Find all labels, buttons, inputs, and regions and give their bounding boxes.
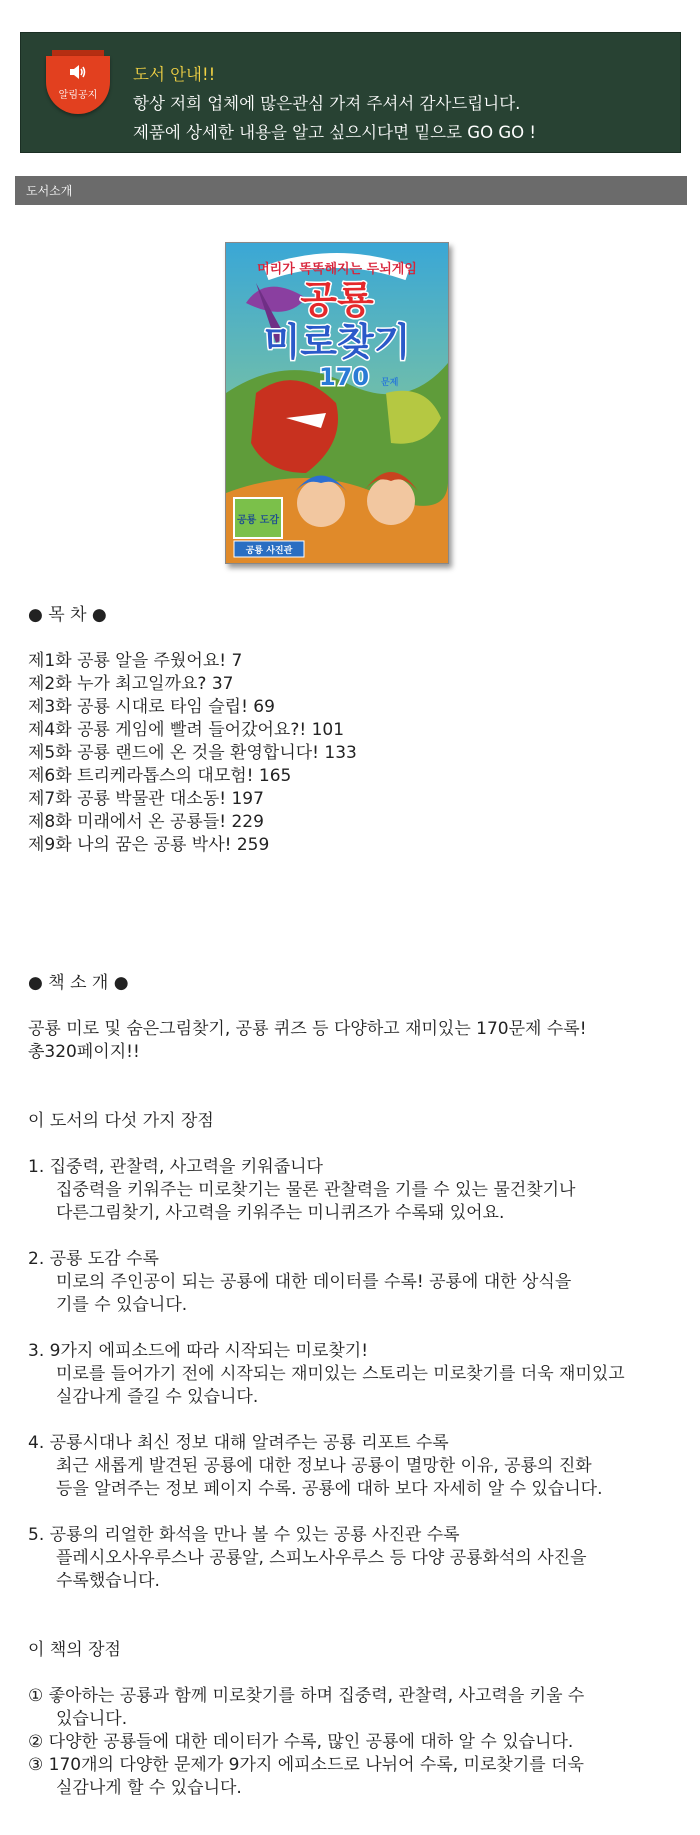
strength-text: 다른그림찾기, 사고력을 키워주는 미니퀴즈가 수록돼 있어요.: [56, 1203, 505, 1223]
intro-heading: ● 책 소 개 ●: [28, 973, 129, 993]
cover-title-1: 공룡: [300, 278, 374, 322]
section-header: [15, 176, 687, 205]
strength-text: 미로를 들어가기 전에 시작되는 재미있는 스토리는 미로찾기를 더욱 재미있고: [56, 1364, 625, 1384]
toc-item: 제1화 공룡 알을 주웠어요! 7: [28, 651, 243, 671]
merit-text: ② 다양한 공룡들에 대한 데이터가 수록, 많인 공룡에 대하 알 수 있습니다.: [28, 1732, 574, 1752]
cover-side-box-2: 공룡 사진관: [245, 546, 293, 556]
strength-text: 집중력을 키워주는 미로찾기는 물론 관찰력을 기를 수 있는 물건찾기나: [56, 1180, 576, 1200]
strength-title: 4. 공룡시대나 최신 정보 대해 알려주는 공룡 리포트 수록: [28, 1433, 449, 1453]
strength-text: 수록했습니다.: [56, 1571, 160, 1591]
merit-text: 실감나게 할 수 있습니다.: [56, 1778, 242, 1798]
book-description: [28, 604, 678, 1800]
toc-item: 제7화 공룡 박물관 대소동! 197: [28, 789, 264, 809]
notice-line: 제품에 상세한 내용을 알고 싶으시다면 밑으로 GO GO !: [133, 123, 536, 142]
cover-count-suffix: 문제: [381, 378, 399, 388]
toc-item: 제3화 공룡 시대로 타임 슬립! 69: [28, 697, 275, 717]
notice-badge-label: 알림공지: [58, 90, 98, 101]
merit-text: ① 좋아하는 공룡과 함께 미로찾기를 하며 집중력, 관찰력, 사고력을 키울 수: [28, 1686, 585, 1706]
intro-text: 공룡 미로 및 숨은그림찾기, 공룡 퀴즈 등 다양하고 재미있는 170문제 수록!: [28, 1019, 587, 1039]
strength-title: 2. 공룡 도감 수록: [28, 1249, 159, 1269]
toc-item: 제2화 누가 최고일까요? 37: [28, 674, 234, 694]
section-title: 도서소개: [26, 184, 73, 198]
toc-list: [28, 650, 678, 857]
cover-top-text: 머리가 똑똑해지는 두뇌게임: [257, 262, 417, 277]
cover-side-box-1: 공룡 도감: [236, 515, 280, 526]
notice-badge: [46, 56, 110, 114]
toc-item: 제5화 공룡 랜드에 온 것을 환영합니다! 133: [28, 743, 357, 763]
strength-text: 등을 알려주는 정보 페이지 수록. 공룡에 대하 보다 자세히 알 수 있습니다.: [56, 1479, 603, 1499]
intro-text: 총320페이지!!: [28, 1042, 140, 1062]
cover-count: 170: [318, 363, 370, 391]
toc-heading: ● 목 차 ●: [28, 605, 107, 625]
toc-item: 제8화 미래에서 온 공룡들! 229: [28, 812, 264, 832]
notice-banner: [20, 32, 681, 153]
toc-item: 제6화 트리케라톱스의 대모험! 165: [28, 766, 292, 786]
cover-title-2: 미로찾기: [263, 320, 411, 364]
merit-text: 있습니다.: [56, 1709, 128, 1729]
strength-title: 1. 집중력, 관찰력, 사고력을 키워줍니다: [28, 1157, 323, 1177]
strengths-heading: 이 도서의 다섯 가지 장점: [28, 1111, 214, 1131]
speaker-icon: [68, 64, 88, 80]
toc-item: 제9화 나의 꿈은 공룡 박사! 259: [28, 835, 270, 855]
notice-line: 항상 저희 업체에 많은관심 가져 주셔서 감사드립니다.: [133, 94, 521, 113]
strength-title: 3. 9가지 에피소드에 따라 시작되는 미로찾기!: [28, 1341, 369, 1361]
notice-text: [133, 60, 536, 147]
strength-text: 실감나게 즐길 수 있습니다.: [56, 1387, 259, 1407]
toc-item: 제4화 공룡 게임에 빨려 들어갔어요?! 101: [28, 720, 345, 740]
notice-title: 도서 안내!!: [133, 65, 216, 84]
book-cover-image: [225, 242, 449, 564]
strength-text: 미로의 주인공이 되는 공룡에 대한 데이터를 수록! 공룡에 대한 상식을: [56, 1272, 572, 1292]
strength-title: 5. 공룡의 리얼한 화석을 만나 볼 수 있는 공룡 사진관 수록: [28, 1525, 460, 1545]
merits-heading: 이 책의 장점: [28, 1640, 121, 1660]
strength-text: 플레시오사우루스나 공룡알, 스피노사우루스 등 다양 공룡화석의 사진을: [56, 1548, 587, 1568]
strength-text: 최근 새롭게 발견된 공룡에 대한 정보나 공룡이 멸망한 이유, 공룡의 진화: [56, 1456, 592, 1476]
strength-text: 기를 수 있습니다.: [56, 1295, 188, 1315]
merit-text: ③ 170개의 다양한 문제가 9가지 에피소드로 나뉘어 수록, 미로찾기를 더욱: [28, 1755, 584, 1775]
